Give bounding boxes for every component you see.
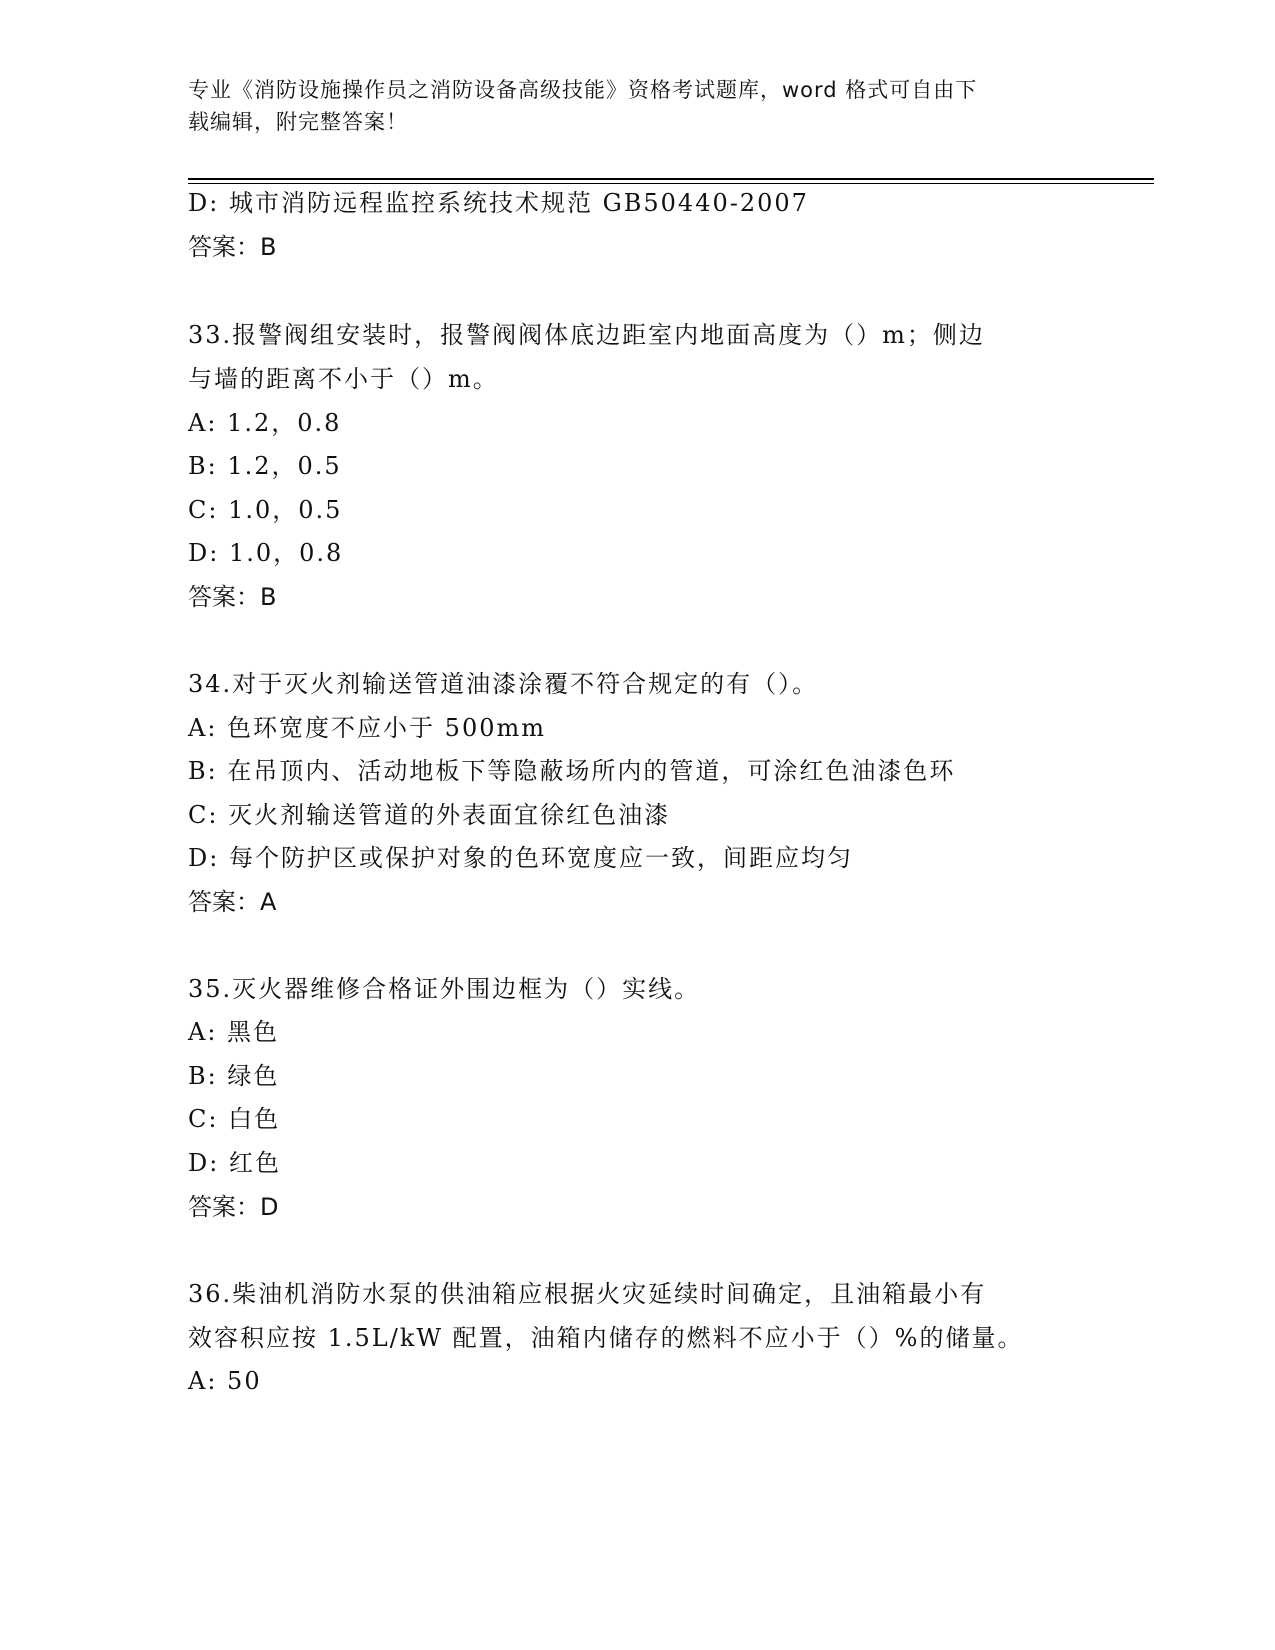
q33-option-d: D: 1.0，0.8: [188, 539, 344, 567]
q33-answer: 答案：B: [188, 583, 277, 611]
q34-option-a: A: 色环宽度不应小于 500mm: [188, 714, 546, 742]
q33-option-a: A: 1.2，0.8: [188, 409, 342, 437]
prev-option-d: D: 城市消防远程监控系统技术规范 GB50440-2007: [188, 189, 809, 217]
q35-option-b: B: 绿色: [188, 1062, 280, 1090]
q35-option-c: C: 白色: [188, 1105, 281, 1133]
q35-text-line-1: 35.灭火器维修合格证外围边框为（）实线。: [188, 975, 701, 1003]
header-divider-thin: [188, 183, 1154, 184]
q33-text-line-2: 与墙的距离不小于（）m。: [188, 365, 499, 393]
page-header: [188, 74, 1068, 138]
q36-option-a: A: 50: [188, 1367, 262, 1395]
header-line-1: 专业《消防设施操作员之消防设备高级技能》资格考试题库，word 格式可自由下: [188, 78, 978, 102]
header-divider-thick: [188, 178, 1154, 180]
q34-option-c: C: 灭火剂输送管道的外表面宜徐红色油漆: [188, 801, 671, 829]
q36-text-line-1: 36.柴油机消防水泵的供油箱应根据火灾延续时间确定，且油箱最小有: [188, 1280, 987, 1308]
q33-text-line-1: 33.报警阀组安装时，报警阀阀体底边距室内地面高度为（）m；侧边: [188, 321, 985, 349]
q34-option-d: D: 每个防护区或保护对象的色环宽度应一致，间距应均匀: [188, 844, 853, 872]
q34-option-b: B: 在吊顶内、活动地板下等隐蔽场所内的管道，可涂红色油漆色环: [188, 757, 956, 785]
q33-option-c: C: 1.0，0.5: [188, 496, 343, 524]
q36-text-line-2: 效容积应按 1.5L/kW 配置，油箱内储存的燃料不应小于（）%的储量。: [188, 1324, 1024, 1352]
header-line-2: 载编辑，附完整答案！: [188, 110, 408, 134]
q35-option-d: D: 红色: [188, 1149, 281, 1177]
prev-answer: 答案：B: [188, 233, 277, 261]
q35-option-a: A: 黑色: [188, 1018, 280, 1046]
q34-answer: 答案：A: [188, 888, 277, 916]
q33-option-b: B: 1.2，0.5: [188, 452, 342, 480]
q34-text-line-1: 34.对于灭火剂输送管道油漆涂覆不符合规定的有（）。: [188, 670, 819, 698]
q35-answer: 答案：D: [188, 1193, 279, 1221]
